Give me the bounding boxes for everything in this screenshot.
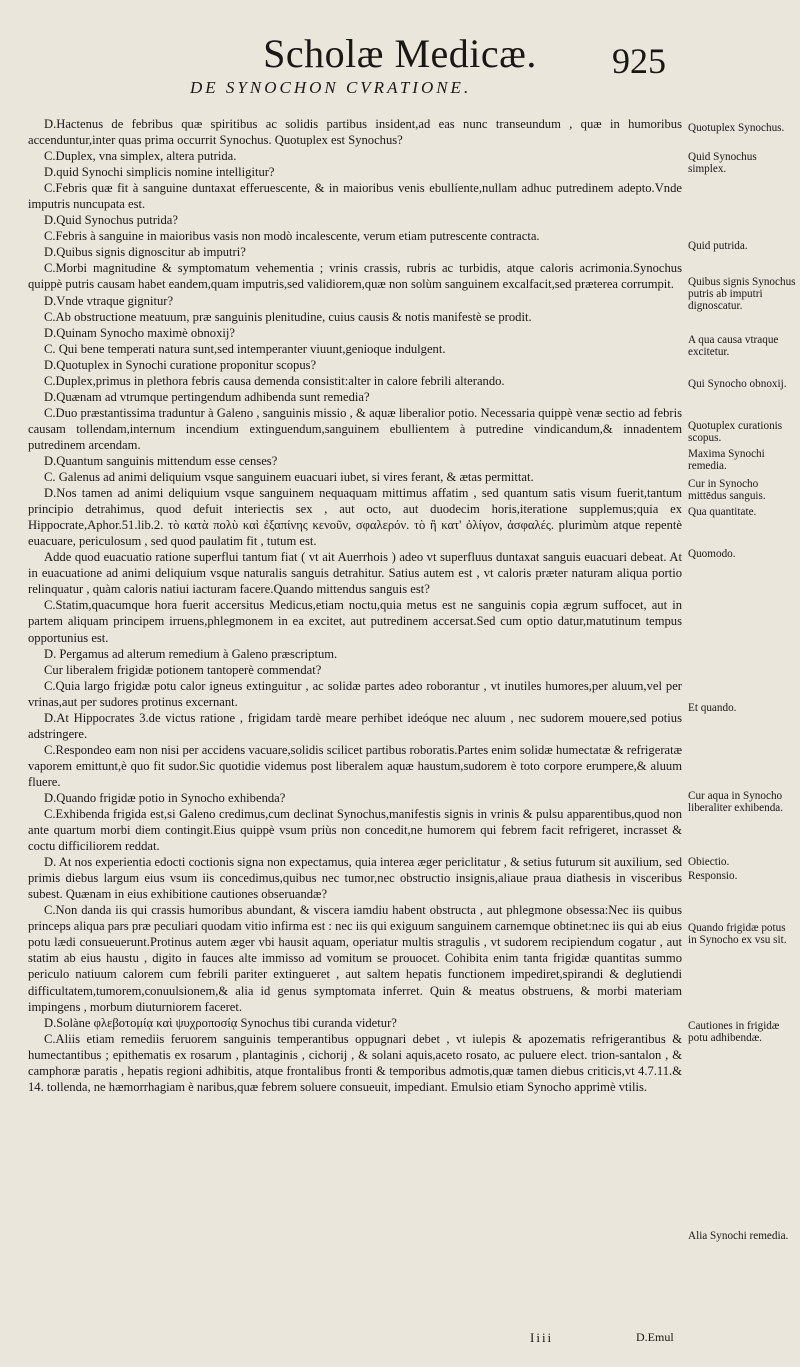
paragraph: C.Non danda iis qui crassis humoribus abundant, & viscera iamdiu habent obstructa , aut phlegmone obsessa:Nec iis quibus princeps aliqua pars præ peculiari quodam vitio infirma est : nec iis qui exiguum sanguinem carnemque obtinet:nec iis qui ab eius potu lædi consueuerunt.Protinus autem æger vbi hausit aquam, operiatur multis stragulis , vt sudorem recipiendum cogatur , aut statim ab eius haustu , digito in fauces alte immisso ad vomitum se prouocet. Cohibita enim tanta frigidæ quantitas summo periculo natiuum calorem cum febrili pariter extingueret , aut saltem hepatis functionem impediret,spirandi & deglutiendi difficultatem,tumorem,conuulsionem,& alia id genus symptomata inferret. Quin & meatus obstruens, & morbi materiam impingens , morbum diuturniorem faceret. bbox=[28, 903, 683, 1014]
section-subtitle: DE SYNOCHON CVRATIONE. bbox=[190, 78, 472, 97]
margin-note: Qua quantitate. bbox=[688, 506, 757, 518]
paragraph: C.Quia largo frigidæ potu calor igneus extinguitur , ac solidæ partes adeo roborantur , vt inutiles humores,per aluum,vel per vrinas,aut per sudores protinus excernant. bbox=[28, 678, 682, 709]
paragraph: C.Febris à sanguine in maioribus vasis non modò incalescente, verum etiam putrescente contracta. bbox=[44, 229, 540, 244]
paragraph: Cur liberalem frigidæ potionem tantoperè commendat? bbox=[44, 662, 322, 677]
paragraph: C.Morbi magnitudine & symptomatum vehementia ; vrinis crassis, rubris ac turbidis, atque caloris acrimonia.Synochus quippè putris causam habet eandem,quam imputris,sed validiorem,quæ non solùm sanguinem excalfacit,sed præterea corrumpit. bbox=[28, 261, 682, 292]
paragraph: D.Quinam Synocho maximè obnoxij? bbox=[44, 325, 235, 340]
paragraph: D.Quando frigidæ potio in Synocho exhibenda? bbox=[44, 790, 286, 805]
margin-note: A qua causa vtraque excitetur. bbox=[688, 334, 779, 359]
paragraph: D. Pergamus ad alterum remedium à Galeno præscriptum. bbox=[44, 646, 338, 661]
margin-note: Maxima Synochi remedia. bbox=[688, 448, 765, 473]
paragraph: C.Statim,quacumque hora fuerit accersitus Medicus,etiam noctu,quia metus est ne sanguinis copia ægrum suffocet, aut in partem aliquam principem irruens,phlegmonem in ea excitet, aut putredinem accersat.Sed cum optio datur,matutinum tempus opportunius est. bbox=[28, 598, 682, 645]
paragraph: C.Duplex,primus in plethora febris causa demenda consistit:alter in calore febrili alterando. bbox=[44, 373, 505, 388]
paragraph: D.Hactenus de febribus quæ spiritibus ac solidis partibus insident,ad eas nunc transeundum , quæ in humoribus accenduntur,inter quas prima occurrit Synochus. Quotuplex est Synochus? bbox=[28, 117, 682, 148]
page-number: 925 bbox=[612, 41, 666, 81]
margin-note: Et quando. bbox=[688, 702, 737, 714]
main-text bbox=[28, 116, 682, 1095]
margin-note: Quomodo. bbox=[688, 548, 736, 560]
paragraph: C.Aliis etiam remediis feruorem sanguinis temperantibus oppugnari debet , vt iulepis & apozematis refrigerantibus & humectantibus ; epithematis ex rosarum , plantaginis , cichorij , & solani aquis,aceto rosato, ac puluere elect. trion-santalon , & camphoræ paratis , hepatis regioni adhibitis, atque frontalibus fronti & temporibus admotis,quæ tamen diebus criticis,vt 4.7.11.& 14. tollenda, ne hæmorrhagiam è naribus,quæ febrem soluere consueuit, impediant. Emulsio etiam Synocho apprimè vtilis. bbox=[28, 1031, 682, 1094]
paragraph: D.Vnde vtraque gignitur? bbox=[44, 293, 174, 308]
running-title: Scholæ Medicæ. bbox=[263, 31, 537, 76]
margin-note: Alia Synochi remedia. bbox=[688, 1230, 789, 1242]
paragraph: C.Ab obstructione meatuum, præ sanguinis plenitudine, cuius causis & notis manifestè se prodit. bbox=[44, 309, 532, 324]
paragraph: D.Quid Synochus putrida? bbox=[44, 213, 178, 228]
margin-note: Qui Synocho obnoxij. bbox=[688, 378, 787, 390]
margin-note: Obiectio. bbox=[688, 856, 730, 868]
paragraph: D.Quænam ad vtrumque pertingendum adhibenda sunt remedia? bbox=[44, 389, 370, 404]
paragraph: C.Duplex, vna simplex, altera putrida. bbox=[44, 149, 237, 164]
margin-note: Cautiones in frigidæ potu adhibendæ. bbox=[688, 1020, 780, 1045]
paragraph: C.Duo præstantissima traduntur à Galeno , sanguinis missio , & aquæ liberalior potio. Necessaria quippè venæ sectio ad febris causam tollendam,internum incendium extinguendum,sanguinem ebullientem à putredine vindicandum,& innadentem putredinem arcendam. bbox=[28, 405, 682, 452]
paragraph: D.quid Synochi simplicis nomine intelligitur? bbox=[44, 165, 275, 180]
margin-note: Quotuplex Synochus. bbox=[688, 122, 785, 134]
margin-note: Quando frigidæ potus in Synocho ex vsu sit. bbox=[688, 922, 787, 947]
paragraph: D. At nos experientia edocti coctionis signa non expectamus, quia interea æger periclitatur , & setius futurum sit auxilium, sed primis diebus largum eius vsum iis concedimus,quibus nec tumor,nec obstructio insignis,aliaue praua diathesis in visceribus subest. Quænam in eius exhibitione cautiones obseruandæ? bbox=[28, 855, 682, 902]
paragraph: C. Qui bene temperati natura sunt,sed intemperanter viuunt,genioque indulgent. bbox=[44, 341, 446, 356]
margin-note: Responsio. bbox=[688, 870, 738, 882]
paragraph: D.Solàne φλεβοτομίᾳ καὶ ψυχροποσίᾳ Synochus tibi curanda videtur? bbox=[44, 1015, 397, 1030]
margin-note: Cur in Synocho mittēdus sanguis. bbox=[688, 478, 766, 503]
signature-mark: Iiii bbox=[530, 1330, 554, 1345]
paragraph: D.Quotuplex in Synochi curatione proponitur scopus? bbox=[44, 357, 317, 372]
paragraph: C. Galenus ad animi deliquium vsque sanguinem euacuari iubet, si vires ferant, & ætas permittat. bbox=[44, 470, 534, 485]
margin-note: Quid putrida. bbox=[688, 240, 748, 252]
paragraph: D.At Hippocrates 3.de victus ratione , frigidam tardè meare perhibet ideóque nec aluum , nec sudorem mouere,sed potius adstringere. bbox=[28, 710, 682, 741]
paragraph: D.Nos tamen ad animi deliquium vsque sanguinem nequaquam mittimus affatim , sed quantum satis visum fuerit,tantum principio detrahimus, quod defuit interiectis sex , aut octo, aut duodecim horis,iteratione supplemus;quia ex Hippocrate,Aphor.51.lib.2. τὸ κατὰ πολὺ καὶ ἐξαπίνης κενοῦν, σφαλερόν. τὸ ἢ κατ' ὀλίγον, ἀσφαλές. plurimùm atque repentè euacuare, periculosum , sed quod paulatim fit , tutum est. bbox=[28, 486, 682, 549]
paragraph: C.Exhibenda frigida est,si Galeno credimus,cum declinat Synochus,manifestis signis in vrinis & pulsu apparentibus,quod non ante quartum morbi diem contingit.Eius quippè vsum priùs non concedit,ne humorem qui febrem facit refrigeret, incrasset & coctu difficiliorem reddat. bbox=[28, 807, 682, 854]
paragraph: D.Quibus signis dignoscitur ab imputri? bbox=[44, 245, 246, 260]
paragraph: D.Quantum sanguinis mittendum esse censes? bbox=[44, 453, 278, 468]
paragraph: C.Respondeo eam non nisi per accidens vacuare,solidis scilicet partibus roboratis.Partes enim solidæ humectatæ & refrigeratæ vaporem emittunt,è quo fit sudor.Sic quotidie videmus post liberalem aquæ haustum,sudorem è toto corpore erumpere,& aluum fluere. bbox=[28, 742, 682, 789]
margin-note: Quid Synochus simplex. bbox=[688, 151, 757, 176]
paragraph: C.Febris quæ fit à sanguine duntaxat efferuescente, & in maioribus venis ebullíente,nullam adhuc putredinem adepto.Vnde imputris nuncupata est. bbox=[28, 181, 682, 212]
margin-note: Quotuplex curationis scopus. bbox=[688, 420, 783, 445]
paragraph: Adde quod euacuatio ratione superflui tantum fiat ( vt ait Auerrhois ) adeo vt superfluus duntaxat sanguis euacuari debeat. At in euacuatione ad animi deliquium vsque naturalis sanguis detrahitur. Satius autem est , vt caloris præter naturam aliqua portio relinquatur , quàm caloris natiui iacturam facere.Quando mittendus sanguis est? bbox=[28, 550, 682, 597]
catchword: D.Emul bbox=[636, 1330, 674, 1344]
margin-note: Quibus signis Synochus putris ab imputri dignoscatur. bbox=[688, 276, 796, 313]
margin-note: Cur aqua in Synocho liberaliter exhibenda. bbox=[688, 790, 784, 815]
